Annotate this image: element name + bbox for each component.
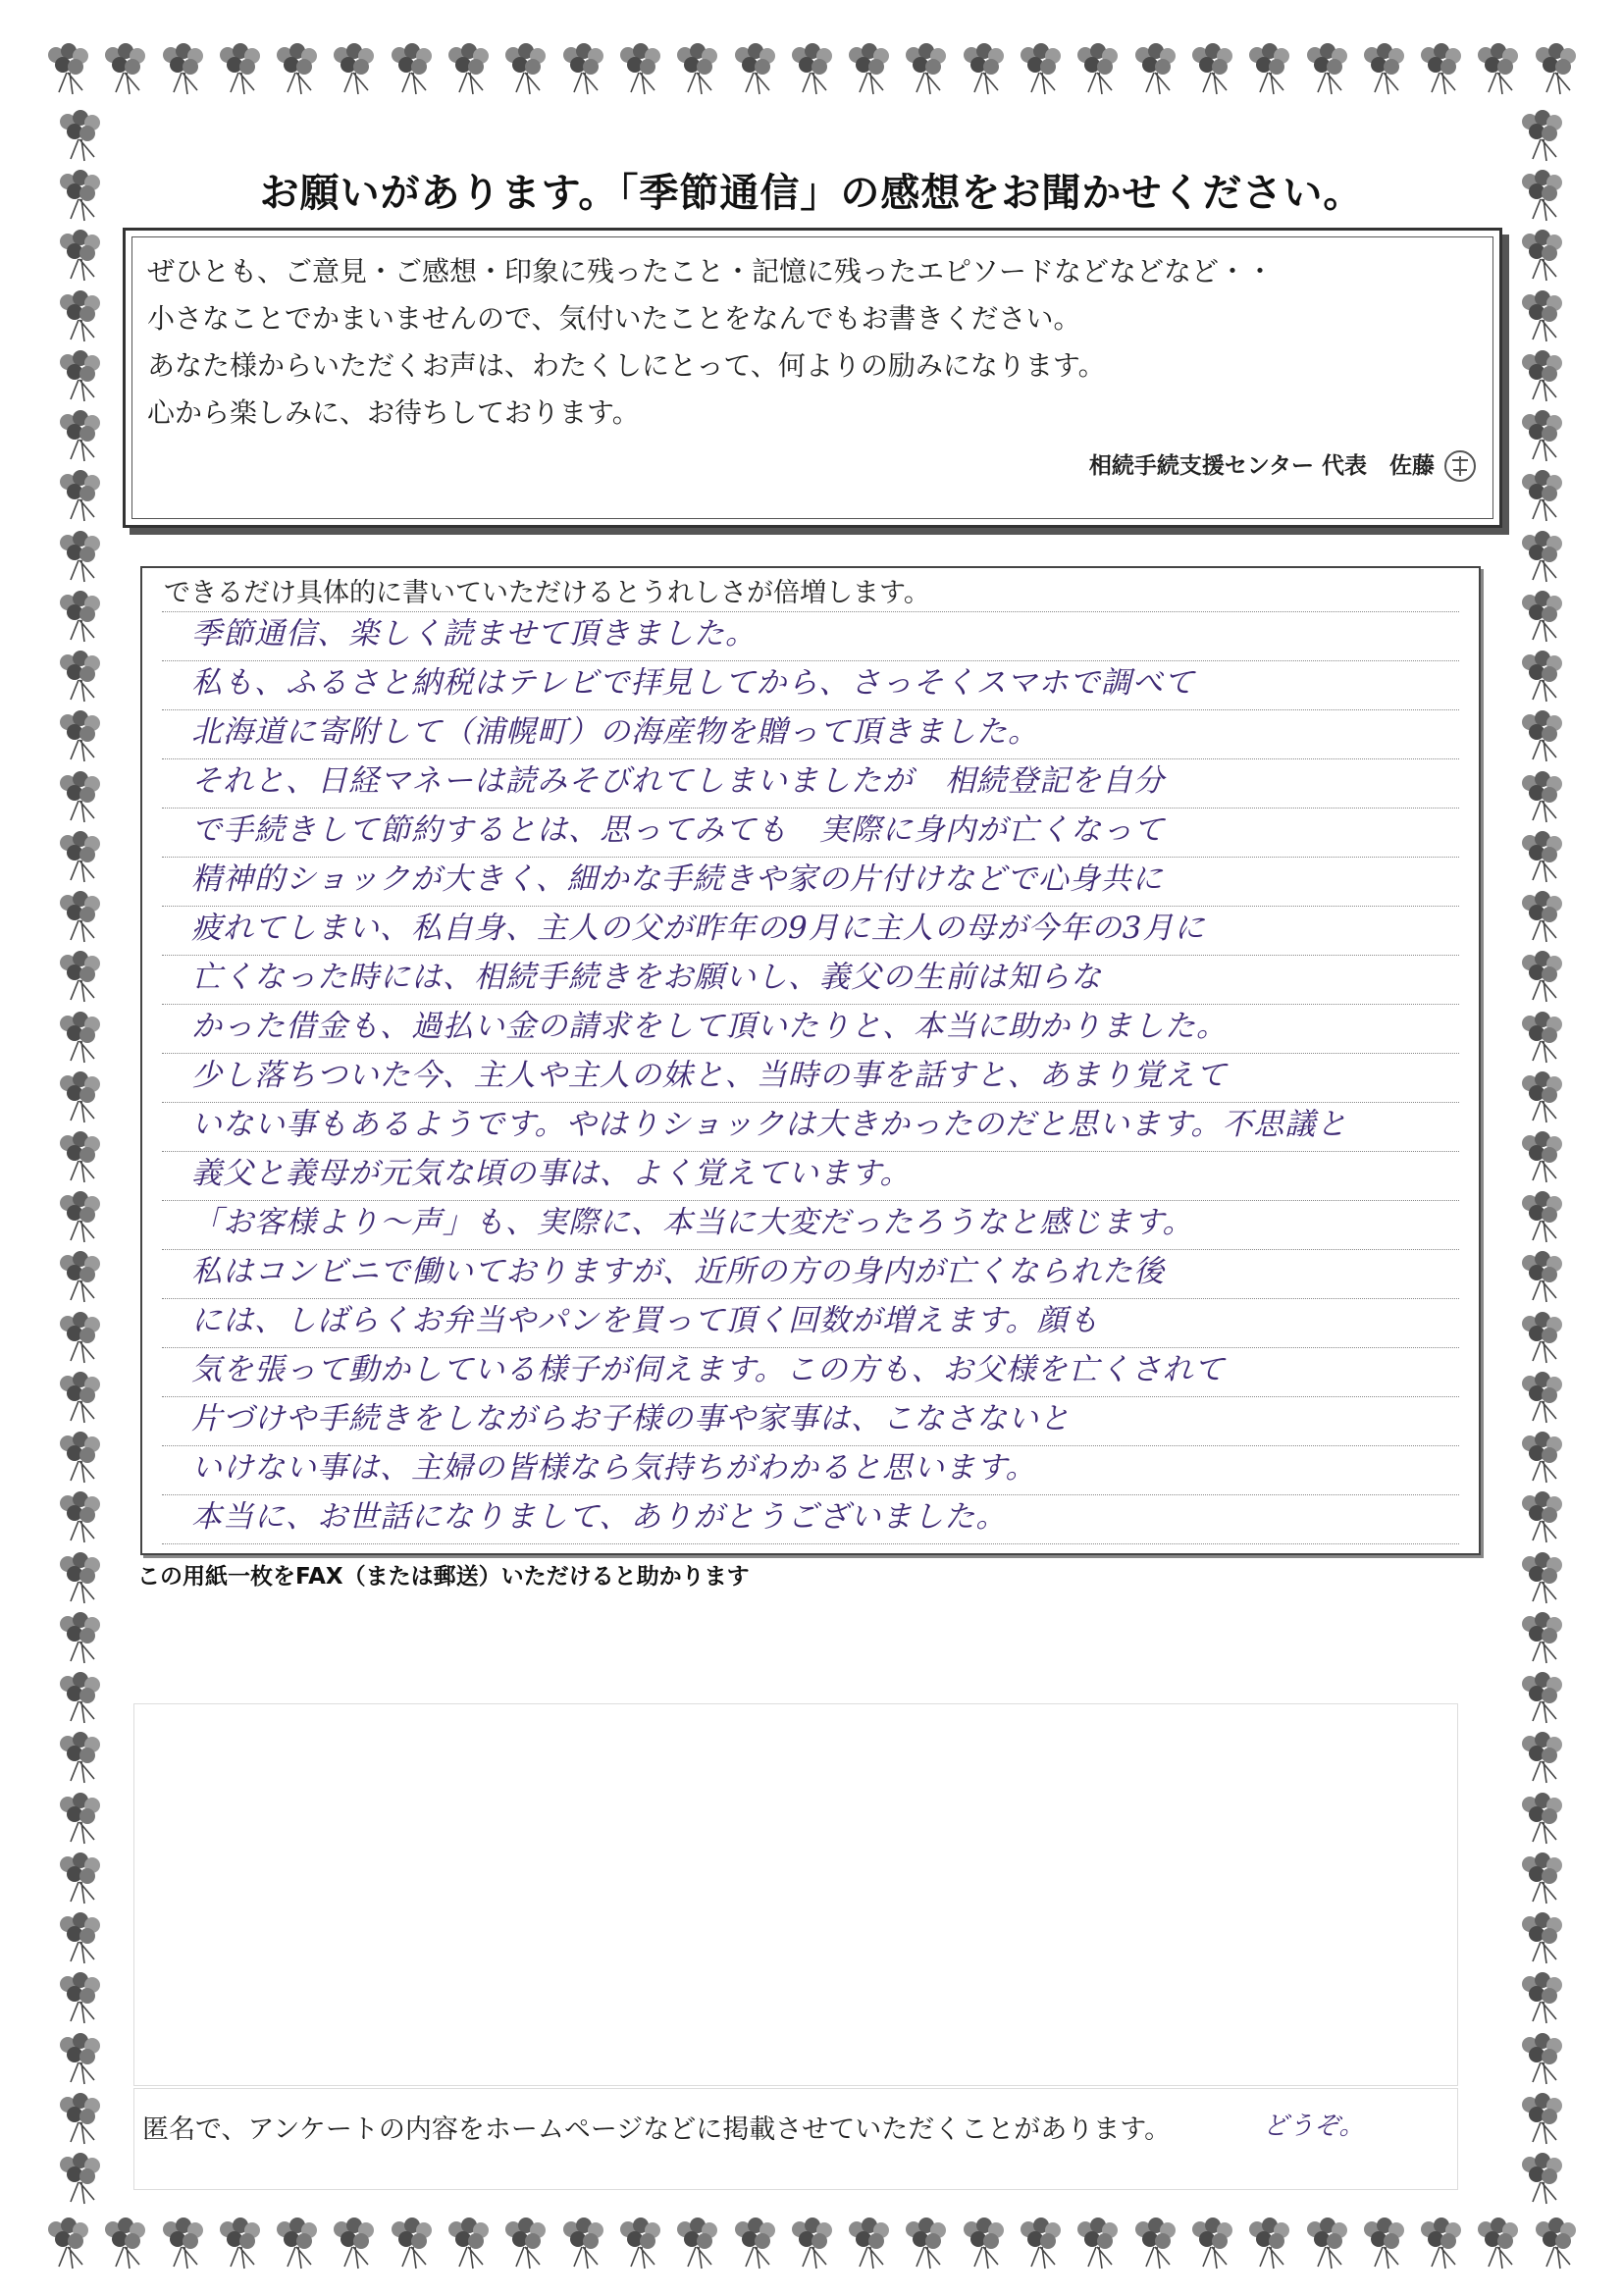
balloon-cluster-icon: [51, 2031, 108, 2088]
balloon-cluster-icon: [1513, 408, 1570, 465]
handwritten-line: 北海道に寄附して（浦幌町）の海産物を贈って頂きました。: [191, 714, 1039, 750]
balloon-cluster-icon: [51, 1550, 108, 1607]
balloon-cluster-icon: [1513, 1851, 1570, 1907]
balloon-cluster-icon: [1513, 1910, 1570, 1967]
balloon-cluster-icon: [51, 1070, 108, 1126]
signature: [1089, 444, 1480, 488]
balloon-cluster-icon: [1069, 41, 1126, 98]
balloon-cluster-icon: [554, 2216, 611, 2272]
balloon-cluster-icon: [1513, 168, 1570, 225]
balloon-cluster-icon: [1513, 2151, 1570, 2208]
balloon-cluster-icon: [554, 41, 611, 98]
balloon-cluster-icon: [211, 41, 268, 98]
balloon-cluster-icon: [1513, 1970, 1570, 2027]
balloon-cluster-icon: [1012, 41, 1069, 98]
balloon-cluster-icon: [1513, 829, 1570, 886]
balloon-cluster-icon: [1513, 649, 1570, 705]
balloon-cluster-icon: [1355, 2216, 1412, 2272]
balloon-cluster-icon: [1513, 1550, 1570, 1607]
handwritten-line: 精神的ショックが大きく、細かな手続きや家の片付けなどで心身共に: [191, 861, 1164, 897]
balloon-cluster-icon: [96, 2216, 153, 2272]
intro-line: 心から楽しみに、お待ちしております。: [147, 396, 640, 429]
balloon-cluster-icon: [1513, 2031, 1570, 2088]
balloon-cluster-icon: [840, 41, 897, 98]
balloon-cluster-icon: [1513, 529, 1570, 586]
intro-message-box: [123, 228, 1502, 528]
handwritten-line: 季節通信、楽しく読ませて頂きました。: [191, 616, 757, 652]
handwritten-line: 私はコンビニで働いておりますが、近所の方の身内が亡くなられた後: [191, 1254, 1165, 1289]
balloon-cluster-icon: [154, 2216, 211, 2272]
feedback-answer-box: [140, 566, 1481, 1555]
balloon-cluster-icon: [1126, 41, 1183, 98]
blank-writing-area: [133, 1703, 1458, 2086]
handwritten-line: かった借金も、過払い金の請求をして頂いたりと、本当に助かりました。: [191, 1009, 1228, 1044]
handwritten-line: 亡くなった時には、相続手続きをお願いし、義父の生前は知らな: [191, 960, 1102, 995]
balloon-cluster-icon: [51, 1010, 108, 1067]
handwritten-line: いけない事は、主婦の皆様なら気持ちがわかると思います。: [191, 1450, 1037, 1486]
balloon-cluster-icon: [325, 2216, 382, 2272]
balloon-cluster-icon: [1513, 1370, 1570, 1427]
balloon-cluster-icon: [1527, 2216, 1584, 2272]
handwritten-line: 「お客様より～声」も、実際に、本当に大変だったろうなと感じます。: [191, 1205, 1194, 1240]
balloon-border-bottom: [39, 2216, 1584, 2278]
balloon-cluster-icon: [51, 1791, 108, 1848]
balloon-cluster-icon: [51, 769, 108, 826]
balloon-cluster-icon: [383, 2216, 440, 2272]
balloon-cluster-icon: [1527, 41, 1584, 98]
intro-line: あなた様からいただくお声は、わたくしにとって、何よりの励みになります。: [147, 349, 1106, 382]
balloon-cluster-icon: [840, 2216, 897, 2272]
balloon-cluster-icon: [1240, 41, 1297, 98]
balloon-cluster-icon: [51, 108, 108, 165]
balloon-cluster-icon: [51, 1610, 108, 1667]
balloon-cluster-icon: [497, 2216, 553, 2272]
balloon-cluster-icon: [1513, 708, 1570, 765]
balloon-cluster-icon: [1298, 41, 1355, 98]
balloon-cluster-icon: [1513, 108, 1570, 165]
balloon-cluster-icon: [1469, 41, 1526, 98]
balloon-cluster-icon: [1513, 589, 1570, 646]
balloon-cluster-icon: [783, 41, 840, 98]
balloon-cluster-icon: [1513, 769, 1570, 826]
balloon-cluster-icon: [51, 468, 108, 525]
balloon-cluster-icon: [1513, 1489, 1570, 1546]
balloon-cluster-icon: [726, 2216, 783, 2272]
balloon-cluster-icon: [51, 1970, 108, 2027]
balloon-cluster-icon: [1513, 348, 1570, 405]
balloon-cluster-icon: [51, 829, 108, 886]
balloon-cluster-icon: [51, 949, 108, 1006]
balloon-cluster-icon: [1513, 1430, 1570, 1487]
handwritten-line: 私も、ふるさと納税はテレビで拝見してから、さっそくスマホで調べて: [191, 665, 1195, 701]
balloon-cluster-icon: [668, 41, 725, 98]
balloon-cluster-icon: [440, 2216, 497, 2272]
balloon-cluster-icon: [1183, 2216, 1240, 2272]
handwritten-line: 少し落ちついた今、主人や主人の妹と、当時の事を話すと、あまり覚えて: [191, 1058, 1228, 1093]
balloon-cluster-icon: [1126, 2216, 1183, 2272]
balloon-cluster-icon: [611, 41, 668, 98]
intro-line: ぜひとも、ご意見・ご感想・印象に残ったこと・記憶に残ったエピソードなどなどなど・・: [147, 255, 1275, 287]
handwritten-line: には、しばらくお弁当やパンを買って頂く回数が増えます。顔も: [191, 1303, 1100, 1338]
balloon-cluster-icon: [1513, 1070, 1570, 1126]
balloon-cluster-icon: [1183, 41, 1240, 98]
balloon-cluster-icon: [668, 2216, 725, 2272]
balloon-cluster-icon: [51, 408, 108, 465]
balloon-cluster-icon: [211, 2216, 268, 2272]
balloon-cluster-icon: [51, 1189, 108, 1246]
balloon-cluster-icon: [1513, 1010, 1570, 1067]
balloon-cluster-icon: [51, 2091, 108, 2148]
balloon-cluster-icon: [1298, 2216, 1355, 2272]
balloon-cluster-icon: [325, 41, 382, 98]
balloon-cluster-icon: [51, 649, 108, 705]
intro-line: 小さなことでかまいませんので、気付いたことをなんでもお書きください。: [147, 302, 1081, 335]
balloon-cluster-icon: [51, 589, 108, 646]
balloon-cluster-icon: [955, 2216, 1012, 2272]
balloon-cluster-icon: [51, 889, 108, 946]
balloon-cluster-icon: [383, 41, 440, 98]
handwritten-line: 疲れてしまい、私自身、主人の父が昨年の9月に主人の母が今年の3月に: [191, 911, 1206, 946]
handwritten-line: 気を張って動かしている様子が伺えます。この方も、お父様を亡くされて: [191, 1352, 1226, 1387]
balloon-cluster-icon: [1513, 1610, 1570, 1667]
balloon-cluster-icon: [268, 41, 325, 98]
balloon-cluster-icon: [268, 2216, 325, 2272]
balloon-cluster-icon: [1513, 1310, 1570, 1367]
balloon-cluster-icon: [51, 288, 108, 345]
balloon-cluster-icon: [1513, 1730, 1570, 1787]
handwritten-line: で手続きして節約するとは、思ってみても 実際に身内が亡くなって: [191, 812, 1165, 848]
handwritten-line: 片づけや手続きをしながらお子様の事や家事は、こなさないと: [191, 1401, 1071, 1436]
fax-instruction: この用紙一枚をFAX（または郵送）いただけると助かります: [137, 1564, 750, 1590]
balloon-cluster-icon: [1513, 889, 1570, 946]
balloon-cluster-icon: [51, 168, 108, 225]
consent-notice: 匿名で、アンケートの内容をホームページなどに掲載させていただくことがあります。: [142, 2114, 1172, 2145]
balloon-border-top: [39, 41, 1584, 104]
balloon-cluster-icon: [440, 41, 497, 98]
balloon-cluster-icon: [51, 228, 108, 285]
balloon-cluster-icon: [1469, 2216, 1526, 2272]
balloon-cluster-icon: [1513, 228, 1570, 285]
balloon-cluster-icon: [1513, 949, 1570, 1006]
balloon-cluster-icon: [51, 1310, 108, 1367]
personal-seal-icon: [1440, 446, 1480, 486]
balloon-cluster-icon: [51, 1430, 108, 1487]
balloon-cluster-icon: [1513, 1249, 1570, 1306]
balloon-border-right: [1513, 108, 1572, 2208]
balloon-border-left: [51, 108, 110, 2208]
balloon-cluster-icon: [497, 41, 553, 98]
handwritten-consent-reply: どうぞ。: [1263, 2112, 1365, 2141]
balloon-cluster-icon: [897, 2216, 954, 2272]
balloon-cluster-icon: [51, 708, 108, 765]
balloon-cluster-icon: [51, 1489, 108, 1546]
balloon-cluster-icon: [96, 41, 153, 98]
handwritten-line: 義父と義母が元気な頃の事は、よく覚えています。: [191, 1156, 912, 1191]
balloon-cluster-icon: [1513, 1670, 1570, 1727]
balloon-cluster-icon: [51, 348, 108, 405]
ruled-line: [162, 1543, 1459, 1544]
balloon-cluster-icon: [51, 1370, 108, 1427]
balloon-cluster-icon: [955, 41, 1012, 98]
balloon-cluster-icon: [51, 1129, 108, 1186]
balloon-cluster-icon: [783, 2216, 840, 2272]
balloon-cluster-icon: [1240, 2216, 1297, 2272]
signature-text: 相続手続支援センター 代表 佐藤: [1088, 453, 1435, 479]
balloon-cluster-icon: [611, 2216, 668, 2272]
balloon-cluster-icon: [726, 41, 783, 98]
balloon-cluster-icon: [1513, 1189, 1570, 1246]
balloon-cluster-icon: [1513, 2091, 1570, 2148]
balloon-cluster-icon: [1412, 41, 1469, 98]
publication-consent-box: [133, 2088, 1458, 2190]
balloon-cluster-icon: [51, 1249, 108, 1306]
balloon-cluster-icon: [51, 1910, 108, 1967]
balloon-cluster-icon: [1513, 1791, 1570, 1848]
balloon-cluster-icon: [1513, 1129, 1570, 1186]
balloon-cluster-icon: [1513, 288, 1570, 345]
answer-prompt: できるだけ具体的に書いていただけるとうれしさが倍増します。: [164, 578, 930, 608]
balloon-cluster-icon: [1412, 2216, 1469, 2272]
balloon-cluster-icon: [1355, 41, 1412, 98]
balloon-cluster-icon: [39, 41, 96, 98]
page-title: お願いがあります。「季節通信」の感想をお聞かせください。: [259, 170, 1364, 216]
balloon-cluster-icon: [1513, 468, 1570, 525]
handwritten-line: 本当に、お世話になりまして、ありがとうございました。: [191, 1499, 1008, 1535]
balloon-cluster-icon: [39, 2216, 96, 2272]
handwritten-line: いない事もあるようです。やはりショックは大きかったのだと思います。不思議と: [191, 1107, 1348, 1142]
balloon-cluster-icon: [51, 529, 108, 586]
balloon-cluster-icon: [154, 41, 211, 98]
balloon-cluster-icon: [1012, 2216, 1069, 2272]
balloon-cluster-icon: [51, 1670, 108, 1727]
handwritten-line: それと、日経マネーは読みそびれてしまいましたが 相続登記を自分: [191, 763, 1165, 799]
balloon-cluster-icon: [51, 1851, 108, 1907]
balloon-cluster-icon: [897, 41, 954, 98]
balloon-cluster-icon: [1069, 2216, 1126, 2272]
balloon-cluster-icon: [51, 1730, 108, 1787]
balloon-cluster-icon: [51, 2151, 108, 2208]
